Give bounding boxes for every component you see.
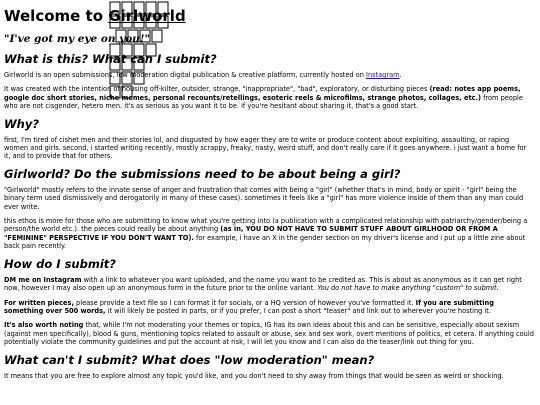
what-p2-end: from people who are not cisgender, hetero men. it's as serious as you want it to be. if you're hesitant about sharing it, that's a good start. <box>4 93 523 111</box>
page-title <box>4 6 534 26</box>
instagram-link[interactable]: Instagram <box>366 71 400 79</box>
heading-cant-submit: What can't I submit? What does "low moderation" mean? <box>4 352 375 367</box>
girl-paragraph-1: "Girlworld" mostly refers to the innate sense of anger and frustration that comes with being a "girl" (whether that's in mind, body or spirit - "girl" being the binary term used dismissively and derogatorily in many of these cases). sometimes it feels like a "girl" has more violence inside of them than any man could ever write. <box>4 185 524 211</box>
how-p1-text: with a link to whatever you want uploaded, and the name you want to be credited as. This is about as anonymous as it can get right now, however I may also open up an anonymous form in the future prior to the online variant. <box>4 275 522 293</box>
how-p1-bold: DM me on Instagram <box>4 275 82 284</box>
how-paragraph-3 <box>4 321 534 346</box>
heading-girlworld: Girlworld? Do the submissions need to be about being a girl? <box>4 166 401 181</box>
how-paragraph-2 <box>4 299 534 316</box>
heading-what-is-this: What is this? What can I submit? <box>4 52 217 66</box>
girlworld-title-link[interactable]: Girlworld <box>108 7 186 25</box>
how-paragraph-1 <box>4 276 534 293</box>
how-p2-end: it will likely be posted in parts, or if you prefer, I can post a short "teaser" and link out to wherever you're hosting it. <box>105 306 491 315</box>
girl-p2-bold: (as in, YOU DO NOT HAVE TO SUBMIT STUFF ABOUT GIRLHOOD OR FROM A "FEMININE" PERSPECTIVE IF YOU DON'T WANT TO). <box>4 225 498 242</box>
girl-paragraph-2 <box>4 217 534 251</box>
what-paragraph-2 <box>4 85 534 110</box>
how-p1-italic: You do not have to make anything "custom" to submit. <box>317 284 499 293</box>
what-paragraph-1 <box>4 71 534 79</box>
what-p1-text: Girlworld is an open submissions, low moderation digital publication & creative platform, currently hosted on <box>4 71 366 79</box>
cant-paragraph: It means that you are free to explore almost any topic you'd like, and you don't need to shy away from things that would be seen as weird or shocking. <box>4 371 504 380</box>
heading-why: Why? <box>4 116 40 131</box>
girl-p2-text: this ethos is more for those who are submitting to know what you're getting into (a publication with a complicated relationship with patriarchy/gender/being a person/the world etc.). the pieces could really be about anything <box>4 217 528 234</box>
girl-p2-end: for example, i have an X in the gender section on my driver's license and i put up a little zine about back pain recently. <box>4 233 526 251</box>
what-p1-end: . <box>399 71 402 79</box>
tagline: "I've got my eye on you!" <box>4 33 150 45</box>
what-p2-text: It was created with the intention of housing off-kilter, outsider, strange, "inappropriate", "bad", exploratory, or disturbing pieces <box>4 85 430 94</box>
heading-how-submit: How do I submit? <box>4 256 116 271</box>
title-prefix: Welcome to <box>4 7 109 25</box>
what-p2-bold: (read: notes app poems, google doc short stories, niche memes, personal recounts/retellings, esoteric reels & microfilms, strange photos, collages, etc.) <box>4 85 521 102</box>
how-p3-text: that, while I'm not moderating your themes or topics, IG has its own ideas about this and can be sensitive, especially about sexism (against men specifically), blood & guns, mentioning topics related to assault or abuse, sex and sex work, overt mentions of politics, et cetera. If anything could potentially violate the community guidelines and put the account at risk, I will let you know and I can also do the teaser/link out thing for you. <box>4 321 534 347</box>
how-p2-bold-1: For written pieces, <box>4 298 74 307</box>
page-content <box>4 6 534 386</box>
why-paragraph: first, I'm tired of cishet men and their stories lol, and disgusted by how eager they are to write or produce content about exploiting, assaulting, or raping women and girls. second, i started writing recently, mostly scrappy, freaky, nasty, weird stuff, and don't really care if it goes anywhere. i just want a home for it, and to provide that for others. <box>4 135 527 161</box>
how-p2-text: please provide a text file so I can format it for socials, or a HQ version of however you've formatted it. <box>73 298 416 307</box>
how-p3-bold: It's also worth noting <box>4 321 84 330</box>
how-p2-bold-2: If you are submitting something over 500 words, <box>4 298 494 315</box>
